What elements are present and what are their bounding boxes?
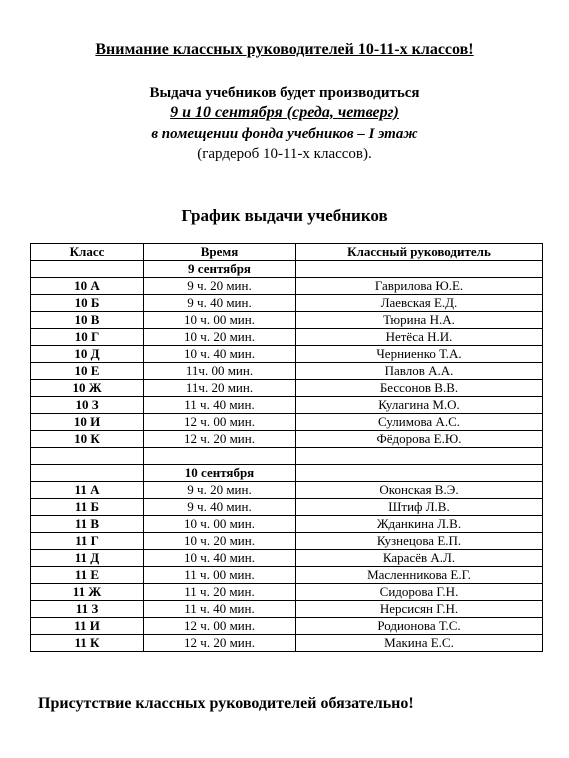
date-empty-cell [31, 261, 144, 278]
time-cell: 10 ч. 00 мин. [144, 312, 296, 329]
teacher-cell: Кузнецова Е.П. [296, 533, 543, 550]
time-cell: 9 ч. 20 мин. [144, 278, 296, 295]
table-row [31, 397, 543, 414]
table-row [31, 346, 543, 363]
table-row [31, 533, 543, 550]
teacher-cell: Жданкина Л.В. [296, 516, 543, 533]
table-row [31, 499, 543, 516]
empty-cell [31, 448, 144, 465]
time-cell: 11ч. 00 мин. [144, 363, 296, 380]
time-cell: 12 ч. 20 мин. [144, 431, 296, 448]
table-row [31, 380, 543, 397]
time-cell: 12 ч. 00 мин. [144, 618, 296, 635]
class-cell: 10 Ж [31, 380, 144, 397]
table-row [31, 516, 543, 533]
schedule-table [30, 243, 543, 652]
time-cell: 10 ч. 40 мин. [144, 550, 296, 567]
table-header-row [31, 244, 543, 261]
announcement-heading: Внимание классных руководителей 10-11-х классов! [95, 41, 474, 58]
table-row [31, 635, 543, 652]
footer-note: Присутствие классных руководителей обязательно! [38, 695, 414, 712]
schedule-title: График выдачи учебников [181, 206, 388, 225]
teacher-cell: Черниенко Т.А. [296, 346, 543, 363]
class-cell: 10 И [31, 414, 144, 431]
teacher-cell: Сулимова А.С. [296, 414, 543, 431]
class-cell: 11 Ж [31, 584, 144, 601]
time-cell: 12 ч. 20 мин. [144, 635, 296, 652]
table-row [31, 550, 543, 567]
class-cell: 10 К [31, 431, 144, 448]
teacher-cell: Макина Е.С. [296, 635, 543, 652]
class-cell: 10 Г [31, 329, 144, 346]
date-label: 9 сентября [144, 261, 296, 278]
teacher-cell: Лаевская Е.Д. [296, 295, 543, 312]
intro-cloakroom: (гардероб 10-11-х классов). [197, 146, 372, 162]
date-row [31, 465, 543, 482]
teacher-cell: Фёдорова Е.Ю. [296, 431, 543, 448]
table-row [31, 431, 543, 448]
teacher-cell: Родионова Т.С. [296, 618, 543, 635]
table-row [31, 567, 543, 584]
class-cell: 10 Д [31, 346, 144, 363]
spacer-row [31, 448, 543, 465]
teacher-cell: Оконская В.Э. [296, 482, 543, 499]
class-cell: 11 К [31, 635, 144, 652]
time-cell: 9 ч. 40 мин. [144, 295, 296, 312]
teacher-cell: Нерсисян Г.Н. [296, 601, 543, 618]
class-cell: 11 Г [31, 533, 144, 550]
time-cell: 10 ч. 20 мин. [144, 329, 296, 346]
time-cell: 11ч. 20 мин. [144, 380, 296, 397]
table-row [31, 414, 543, 431]
teacher-cell: Карасёв А.Л. [296, 550, 543, 567]
teacher-cell: Сидорова Г.Н. [296, 584, 543, 601]
date-empty-cell [31, 465, 144, 482]
date-row [31, 261, 543, 278]
teacher-cell: Кулагина М.О. [296, 397, 543, 414]
time-cell: 10 ч. 20 мин. [144, 533, 296, 550]
empty-cell [296, 448, 543, 465]
class-cell: 11 З [31, 601, 144, 618]
teacher-cell: Бессонов В.В. [296, 380, 543, 397]
time-cell: 9 ч. 20 мин. [144, 482, 296, 499]
class-cell: 11 Д [31, 550, 144, 567]
table-row [31, 363, 543, 380]
class-cell: 10 А [31, 278, 144, 295]
class-cell: 11 А [31, 482, 144, 499]
header-teacher: Классный руководитель [296, 244, 543, 261]
table-row [31, 618, 543, 635]
time-cell: 12 ч. 00 мин. [144, 414, 296, 431]
time-cell: 11 ч. 40 мин. [144, 397, 296, 414]
time-cell: 11 ч. 40 мин. [144, 601, 296, 618]
class-cell: 10 В [31, 312, 144, 329]
header-time: Время [144, 244, 296, 261]
header-class: Класс [31, 244, 144, 261]
empty-cell [144, 448, 296, 465]
class-cell: 10 Б [31, 295, 144, 312]
intro-location: в помещении фонда учебников – I этаж [151, 126, 418, 142]
class-cell: 10 Е [31, 363, 144, 380]
class-cell: 10 З [31, 397, 144, 414]
time-cell: 11 ч. 00 мин. [144, 567, 296, 584]
teacher-cell: Тюрина Н.А. [296, 312, 543, 329]
table-row [31, 584, 543, 601]
table-row [31, 278, 543, 295]
time-cell: 10 ч. 00 мин. [144, 516, 296, 533]
time-cell: 9 ч. 40 мин. [144, 499, 296, 516]
table-row [31, 312, 543, 329]
intro-dates: 9 и 10 сентября (среда, четверг) [170, 104, 399, 121]
date-empty-cell [296, 261, 543, 278]
class-cell: 11 Е [31, 567, 144, 584]
date-label: 10 сентября [144, 465, 296, 482]
teacher-cell: Масленникова Е.Г. [296, 567, 543, 584]
time-cell: 10 ч. 40 мин. [144, 346, 296, 363]
table-row [31, 295, 543, 312]
class-cell: 11 Б [31, 499, 144, 516]
table-row [31, 329, 543, 346]
table-row [31, 482, 543, 499]
teacher-cell: Нетёса Н.И. [296, 329, 543, 346]
teacher-cell: Гаврилова Ю.Е. [296, 278, 543, 295]
teacher-cell: Штиф Л.В. [296, 499, 543, 516]
class-cell: 11 И [31, 618, 144, 635]
date-empty-cell [296, 465, 543, 482]
time-cell: 11 ч. 20 мин. [144, 584, 296, 601]
class-cell: 11 В [31, 516, 144, 533]
intro-line-1: Выдача учебников будет производиться [149, 85, 420, 101]
table-row [31, 601, 543, 618]
teacher-cell: Павлов А.А. [296, 363, 543, 380]
